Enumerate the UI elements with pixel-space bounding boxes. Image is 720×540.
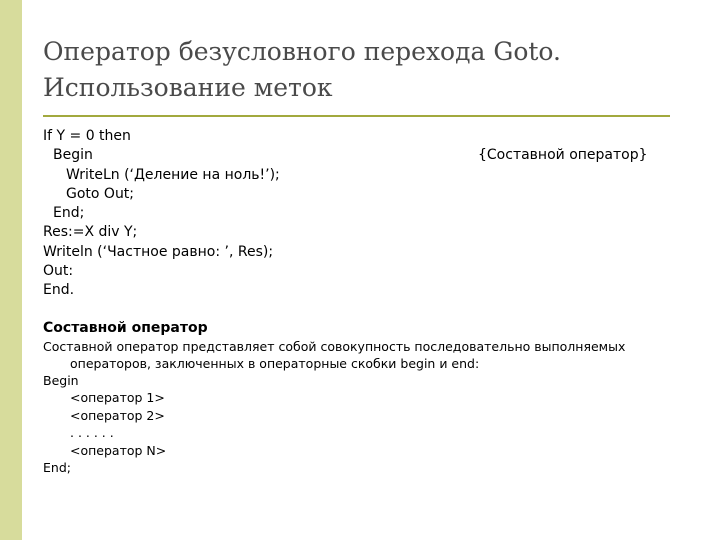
syntax-line-operator-n: <оператор N> (70, 442, 167, 458)
code-line-writeln-result: Writeln (‘Частное равно: ’, Res); (43, 243, 274, 260)
syntax-line-ellipsis: . . . . . . (70, 425, 114, 441)
code-line-if: If Y = 0 then (43, 128, 131, 144)
code-line-writeln: WriteLn (‘Деление на ноль!’); (66, 166, 280, 183)
slide-title (43, 34, 683, 106)
code-line-label-out: Out: (43, 263, 74, 280)
slide-title-line-2: Использование меток (43, 73, 333, 102)
code-example (43, 127, 463, 301)
code-line-end: End; (53, 205, 85, 222)
syntax-line-end: End; (43, 460, 71, 476)
left-accent-bar (0, 0, 22, 540)
syntax-line-operator-2: <оператор 2> (70, 407, 165, 423)
compound-syntax (43, 372, 683, 476)
code-line-end-program: End. (43, 282, 75, 299)
code-line-goto: Goto Out; (66, 185, 135, 202)
code-line-res: Res:=X div Y; (43, 224, 138, 241)
code-line-begin: Begin (53, 147, 93, 164)
section-description: Составной оператор представляет собой совокупность последовательно выполняемых операторов, заключенных в операторные скобки begin и end: (43, 339, 626, 371)
title-divider (43, 115, 670, 117)
syntax-line-begin: Begin (43, 373, 79, 388)
compound-operator-section (43, 318, 683, 476)
slide-title-line-1: Оператор безусловного перехода Goto. (43, 37, 561, 66)
syntax-line-operator-1: <оператор 1> (70, 390, 165, 406)
section-heading: Составной оператор (43, 320, 208, 336)
code-comment: {Составной оператор} (478, 147, 648, 163)
